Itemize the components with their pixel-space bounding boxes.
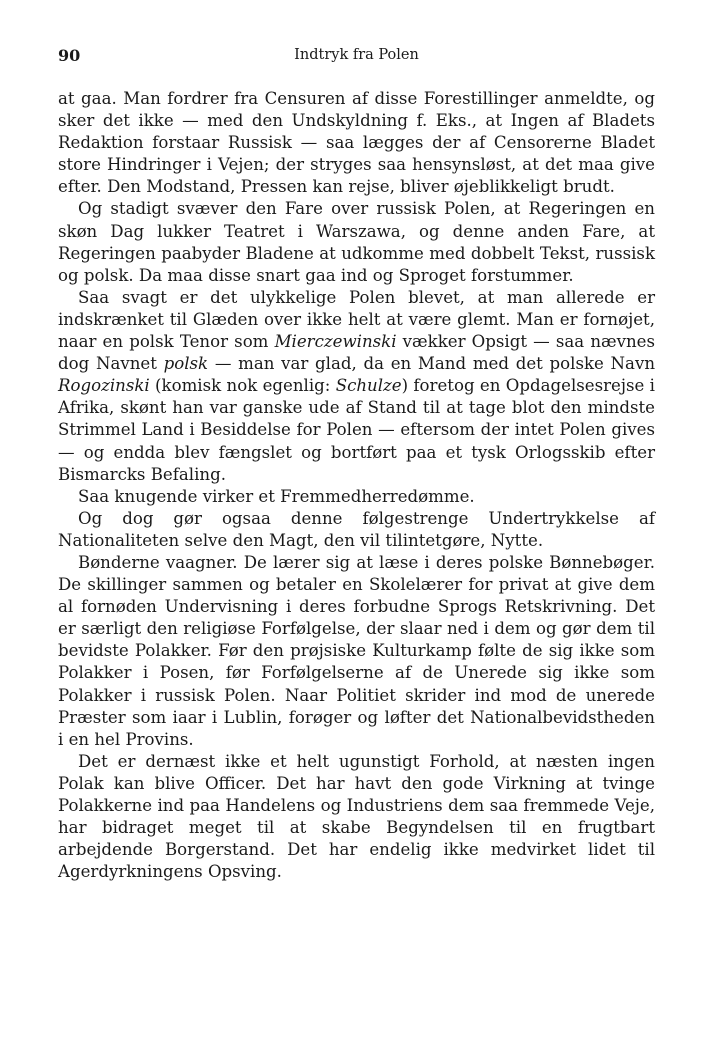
italic-name-mierczewinski: Mierczewinski (274, 332, 397, 352)
paragraph-1 (58, 88, 655, 198)
page-number: 90 (58, 46, 81, 65)
paragraph-text: (komisk nok egenlig: (149, 376, 336, 396)
paragraph-text: Saa svagt er det ulykkelige Polen blevet, at man allerede er indskrænket til Glæden over ikke helt at være glemt. Man er fornøjet, naar en polsk Tenor som (58, 287, 655, 352)
paragraph-text: Bønderne vaagner. De lærer sig at læse i deres polske Bønnebøger. De skillinger sammen og betaler en Skolelærer for privat at give dem al fornøden Undervisning i deres forbudne Sprogs Retskrivning. Det er særligt den religiøse Forfølgelse, der slaar ned i dem og gør dem til bevidste Polakker. Før den prøjsiske Kulturkamp følte de sig ikke som Polakker i Posen, før Forfølgelserne af de Unerede sig ikke som Polakker i russisk Polen. Naar Politiet skrider ind mod de unerede Præster som iaar i Lublin, forøger og løfter det Nationalbevidstheden i en hel Provins. (58, 552, 655, 749)
paragraph-7 (58, 751, 655, 884)
paragraph-5 (58, 508, 655, 552)
paragraph-3 (58, 287, 655, 486)
page-header (58, 46, 655, 70)
running-title: Indtryk fra Polen (294, 47, 419, 63)
paragraph-text: Og stadigt svæver den Fare over russisk Polen, at Regeringen en skøn Dag lukker Teatret i Warszawa, og denne anden Fare, at Regeringen paabyder Bladene at udkomme med dobbelt Tekst, russisk og polsk. Da maa disse snart gaa ind og Sproget forstummer. (58, 199, 655, 285)
paragraph-text: vækker Opsigt — saa nævnes dog Navnet (58, 332, 655, 374)
italic-name-rogozinski: Rogozinski (58, 376, 150, 396)
paragraph-4 (58, 486, 655, 508)
paragraph-text: Saa knugende virker et Fremmedherredømme. (78, 486, 475, 506)
paragraph-2 (58, 198, 655, 286)
paragraph-text: at gaa. Man fordrer fra Censuren af disse Forestillinger anmeldte, og sker det ikke — med den Undskyldning f. Eks., at Ingen af Bladets Redaktion forstaar Russisk — saa lægges der af Censorerne Bladet store Hindringer i Vejen; der stryges saa hensynsløst, at det maa give efter. Den Modstand, Pressen kan rejse, bliver øjeblikkeligt brudt. (58, 89, 655, 197)
italic-name-schulze: Schulze (335, 376, 402, 396)
paragraph-text: ) foretog en Opdagelsesrejse i Afrika, skønt han var ganske ude af Stand til at tage blot den mindste Strimmel Land i Besiddelse for Polen — eftersom der intet Polen gives — og endda blev fængslet og bortført paa et tysk Orlogsskib efter Bismarcks Befaling. (58, 376, 655, 484)
italic-word-polsk: polsk (163, 354, 209, 374)
paragraph-text: Og dog gør ogsaa denne følgestrenge Undertrykkelse af Nationaliteten selve den Magt, den vil tilintetgøre, Nytte. (58, 508, 655, 550)
paragraph-6 (58, 552, 655, 751)
paragraph-text: — man var glad, da en Mand med det polske Navn (208, 354, 656, 374)
paragraph-text: Det er dernæst ikke et helt ugunstigt Forhold, at næsten ingen Polak kan blive Officer. Det har havt den gode Virkning at tvinge Polakkerne ind paa Handelens og Industriens dem saa fremmede Veje, har bidraget meget til at skabe Begyndelsen til en frugtbart arbejdende Borgerstand. Det har endelig ikke medvirket lidet til Agerdyrkningens Opsving. (58, 751, 655, 882)
page-body (58, 88, 655, 883)
